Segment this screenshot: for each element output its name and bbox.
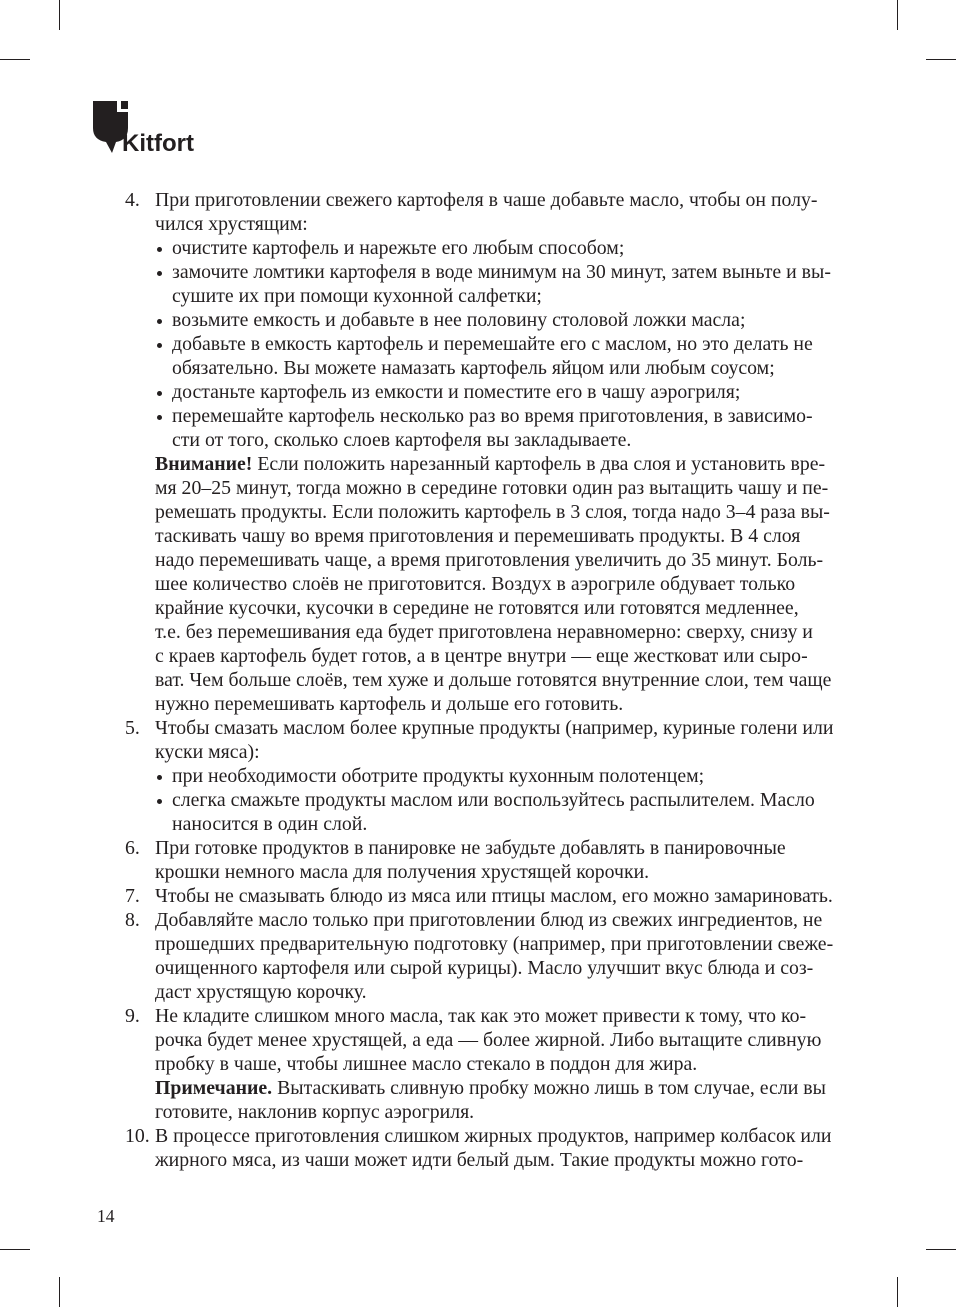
bullet-icon xyxy=(157,799,162,804)
text-line: перемешайте картофель несколько раз во время приготовления, в зависимо- xyxy=(172,405,813,427)
item-number: 5. xyxy=(125,717,140,739)
crop-mark xyxy=(897,1277,898,1307)
text-line: обязательно. Вы можете намазать картофель яйцом или любым соусом; xyxy=(172,357,775,379)
text-line: крошки немного масла для получения хрустящей корочки. xyxy=(155,861,650,883)
list-item xyxy=(125,1004,845,1124)
text-line: При готовке продуктов в панировке не забудьте добавлять в панировочные xyxy=(155,837,786,859)
warning-note xyxy=(155,452,845,716)
list-item xyxy=(125,908,845,1004)
text-line: слегка смажьте продукты маслом или воспользуйтесь распылителем. Масло xyxy=(172,789,815,811)
text-line xyxy=(155,1076,845,1100)
list-item xyxy=(125,836,845,884)
bullet-item xyxy=(155,260,845,308)
text-line: пробку в чаше, чтобы лишнее масло стекало в поддон для жира. xyxy=(155,1053,698,1075)
text-line: сушите их при помощи кухонной салфетки; xyxy=(172,285,542,307)
bullet-icon xyxy=(157,319,162,324)
bullet-icon xyxy=(157,775,162,780)
bullet-item xyxy=(155,236,845,260)
item-number: 9. xyxy=(125,1005,140,1027)
item-number: 7. xyxy=(125,885,140,907)
text-line: При приготовлении свежего картофеля в чаше добавьте масло, чтобы он полу- xyxy=(155,189,818,211)
text-line xyxy=(155,452,845,476)
bullet-item xyxy=(155,380,845,404)
crop-mark xyxy=(926,59,956,60)
list-item xyxy=(125,1124,845,1172)
item-number: 6. xyxy=(125,837,140,859)
brand-name: Kitfort xyxy=(122,130,194,157)
text-line: В процессе приготовления слишком жирных продуктов, например колбасок или xyxy=(155,1125,832,1147)
bullet-icon xyxy=(157,415,162,420)
text-line: Чтобы не смазывать блюдо из мяса или птицы маслом, его можно замариновать. xyxy=(155,885,833,907)
crop-mark xyxy=(59,0,60,30)
bullet-icon xyxy=(157,343,162,348)
crop-mark xyxy=(926,1249,956,1250)
text-line: Не кладите слишком много масла, так как это может привести к тому, что ко- xyxy=(155,1005,807,1027)
text-line: нужно перемешивать картофель и дольше его готовить. xyxy=(155,693,624,715)
crop-mark xyxy=(897,0,898,30)
bullet-item xyxy=(155,764,845,788)
list-item xyxy=(125,716,845,836)
bullet-item xyxy=(155,332,845,380)
text-line: замочите ломтики картофеля в воде минимум на 30 минут, затем выньте и вы- xyxy=(172,261,831,283)
text-line: надо перемешивать чаще, а время приготовления увеличить до 35 минут. Боль- xyxy=(155,549,824,571)
text-line: рочка будет менее хрустящей, а еда — более жирной. Либо вытащите сливную xyxy=(155,1029,822,1051)
text-line: куски мяса): xyxy=(155,741,260,763)
text-line: чился хрустящим: xyxy=(155,213,308,235)
text-line: при необходимости оботрите продукты кухонным полотенцем; xyxy=(172,765,705,787)
bullet-item xyxy=(155,404,845,452)
text-line: шее количество слоёв не приготовится. Воздух в аэрогриле обдувает только xyxy=(155,573,796,595)
text-line: Чтобы смазать маслом более крупные продукты (например, куриные голени или xyxy=(155,717,834,739)
text-line: с краев картофель будет готов, а в центре внутри — еще жестковат или сыро- xyxy=(155,645,808,667)
page-number: 14 xyxy=(97,1206,115,1226)
note-label: Примечание. xyxy=(155,1077,273,1099)
list-item xyxy=(125,188,845,716)
text-line: прошедших предварительную подготовку (например, при приготовлении свеже- xyxy=(155,933,834,955)
text-line: добавьте в емкость картофель и перемешайте его с маслом, но это делать не xyxy=(172,333,813,355)
note-label: Внимание! xyxy=(155,453,253,475)
text-line: Добавляйте масло только при приготовлении блюд из свежих ингредиентов, не xyxy=(155,909,823,931)
text-line: ват. Чем больше слоёв, тем хуже и дольше готовятся внутренние слои, тем чаще xyxy=(155,669,832,691)
crop-mark xyxy=(0,59,30,60)
note-text: Если положить нарезанный картофель в два слоя и установить вре- xyxy=(257,453,826,475)
text-line: возьмите емкость и добавьте в нее половину столовой ложки масла; xyxy=(172,309,746,331)
bullet-item xyxy=(155,788,845,836)
item-number: 8. xyxy=(125,909,140,931)
text-line: т.е. без перемешивания еда будет приготовлена неравномерно: сверху, снизу и xyxy=(155,621,813,643)
bullet-icon xyxy=(157,271,162,276)
text-line: достаньте картофель из емкости и поместите его в чашу аэрогриля; xyxy=(172,381,741,403)
text-line: сти от того, сколько слоев картофеля вы закладываете. xyxy=(172,429,632,451)
bullet-item xyxy=(155,308,845,332)
text-line: мя 20–25 минут, тогда можно в середине готовки один раз вытащить чашу и пе- xyxy=(155,477,829,499)
item-number: 4. xyxy=(125,189,140,211)
info-note xyxy=(155,1076,845,1124)
text-line: даст хрустящую корочку. xyxy=(155,981,367,1003)
text-line: жирного мяса, из чаши может идти белый дым. Такие продукты можно гото- xyxy=(155,1149,804,1171)
text-line: очистите картофель и нарежьте его любым способом; xyxy=(172,237,625,259)
text-line: очищенного картофеля или сырой курицы). Масло улучшит вкус блюда и соз- xyxy=(155,957,814,979)
crop-mark xyxy=(59,1277,60,1307)
text-line: крайние кусочки, кусочки в середине не готовятся или готовятся медленнее, xyxy=(155,597,799,619)
instructions-list xyxy=(125,188,845,1172)
bullet-icon xyxy=(157,391,162,396)
text-line: наносится в один слой. xyxy=(172,813,368,835)
text-line: готовите, наклонив корпус аэрогриля. xyxy=(155,1101,475,1123)
crop-mark xyxy=(0,1249,30,1250)
item-number: 10. xyxy=(125,1125,150,1147)
note-text: Вытаскивать сливную пробку можно лишь в том случае, если вы xyxy=(277,1077,826,1099)
text-line: ремешать продукты. Если положить картофель в 3 слоя, тогда надо 3–4 раза вы- xyxy=(155,501,830,523)
bullet-icon xyxy=(157,247,162,252)
text-line: таскивать чашу во время приготовления и перемешивать продукты. В 4 слоя xyxy=(155,525,801,547)
list-item xyxy=(125,884,845,908)
